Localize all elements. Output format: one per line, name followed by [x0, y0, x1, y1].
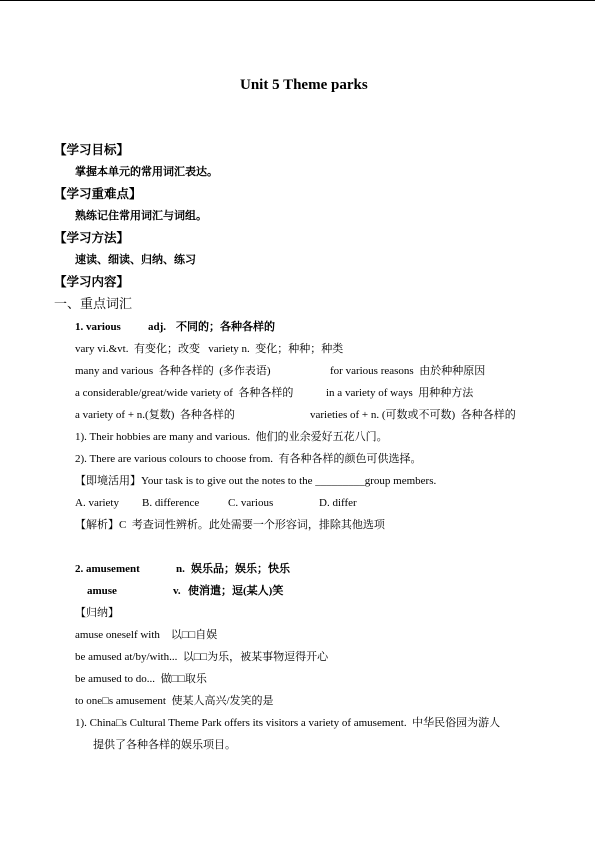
key-points-heading: 【学习重难点】 [54, 187, 142, 201]
various-line-3b: in a variety of ways 用种种方法 [326, 387, 474, 399]
word-various-meaning: 不同的；各种各样的 [176, 321, 275, 333]
various-answer: 【解析】C 考查词性辨析。此处需要一个形容词，排除其他选项 [75, 519, 385, 531]
word-amusement: 2. amusement [75, 563, 140, 575]
goals-text: 掌握本单元的常用词汇表达。 [75, 166, 218, 178]
option-c: C. various [228, 497, 274, 509]
various-line-2a: many and various 各种各样的 (多作表语) [75, 365, 271, 377]
various-line-1: vary vi.&vt. 有变化；改变 variety n. 变化；种种；种类 [75, 343, 344, 355]
option-a: A. variety [75, 497, 119, 509]
various-example-2: 2). There are various colours to choose from. 有各种各样的颜色可供选择。 [75, 453, 422, 465]
various-line-4b: varieties of + n. (可数或不可数) 各种各样的 [310, 409, 516, 421]
summary-heading: 【归纳】 [75, 607, 119, 619]
various-exercise-question: 【即境活用】Your task is to give out the notes to the _________group members. [75, 475, 437, 487]
various-line-3a: a considerable/great/wide variety of 各种各样的 [75, 387, 294, 399]
word-amusement-pos: n. [176, 563, 185, 575]
word-various: 1. various [75, 321, 121, 333]
amusement-example-1-cont: 提供了各种各样的娱乐项目。 [93, 739, 236, 751]
amuse-phrase-4: to one□s amusement 使某人高兴/发笑的是 [75, 695, 274, 707]
word-various-pos: adj. [148, 321, 167, 333]
top-border-line [0, 0, 595, 1]
option-d: D. differ [319, 497, 357, 509]
amusement-example-1: 1). China□s Cultural Theme Park offers its visitors a variety of amusement. 中华民俗园为游人 [75, 717, 501, 729]
page-title: Unit 5 Theme parks [240, 77, 368, 93]
amuse-phrase-3: be amused to do... 做□□取乐 [75, 673, 207, 685]
various-line-4a: a variety of + n.(复数) 各种各样的 [75, 409, 235, 421]
content-heading: 【学习内容】 [54, 275, 130, 289]
section-vocabulary-heading: 一、重点词汇 [54, 296, 133, 311]
word-amusement-meaning: 娱乐品；娱乐；快乐 [191, 563, 290, 575]
word-amuse-pos: v. [173, 585, 181, 597]
method-heading: 【学习方法】 [54, 231, 130, 245]
method-text: 速读、细读、归纳、练习 [75, 254, 196, 266]
word-amuse: amuse [87, 585, 117, 597]
amuse-phrase-2: be amused at/by/with... 以□□为乐，被某事物逗得开心 [75, 651, 329, 663]
various-line-2b: for various reasons 由於种种原因 [330, 365, 486, 377]
various-example-1: 1). Their hobbies are many and various. 他们的业余爱好五花八门。 [75, 431, 388, 443]
option-b: B. difference [142, 497, 200, 509]
amuse-phrase-1: amuse oneself with 以□□自娱 [75, 629, 218, 641]
word-amuse-meaning: 使消遣；逗(某人)笑 [188, 585, 284, 597]
key-points-text: 熟练记住常用词汇与词组。 [75, 210, 207, 222]
goals-heading: 【学习目标】 [54, 143, 130, 157]
